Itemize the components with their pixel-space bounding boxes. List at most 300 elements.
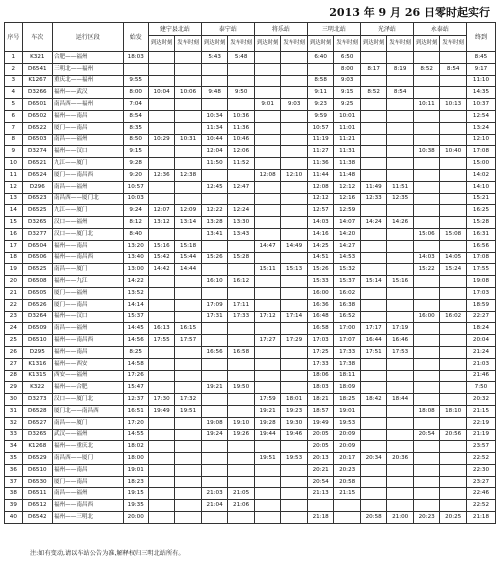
table-cell xyxy=(175,500,202,512)
table-cell: 25 xyxy=(5,335,23,347)
table-cell: 16:58 xyxy=(228,346,255,358)
header-terminal: 终到 xyxy=(466,23,495,52)
table-cell xyxy=(148,488,175,500)
table-cell: D6542 xyxy=(22,512,52,524)
table-cell: 21:06 xyxy=(228,500,255,512)
table-cell: 三明北——福州 xyxy=(52,63,123,75)
table-cell xyxy=(254,228,281,240)
table-cell xyxy=(281,441,308,453)
table-cell: 8:52 xyxy=(360,87,387,99)
table-cell xyxy=(413,299,440,311)
table-cell: 12:45 xyxy=(201,181,228,193)
table-cell xyxy=(387,169,414,181)
table-cell: 福州——九江 xyxy=(52,276,123,288)
table-cell: 16:00 xyxy=(307,287,334,299)
table-cell xyxy=(175,181,202,193)
table-cell: 12:47 xyxy=(228,181,255,193)
table-cell: 18:59 xyxy=(466,299,495,311)
table-cell: 7:04 xyxy=(123,99,148,111)
table-cell: 8:54 xyxy=(440,63,467,75)
table-cell: 20:00 xyxy=(123,512,148,524)
table-cell xyxy=(175,110,202,122)
table-cell: 14:58 xyxy=(123,358,148,370)
header-leave: 发车时刻 xyxy=(175,36,202,52)
table-cell xyxy=(360,429,387,441)
table-cell: 38 xyxy=(5,488,23,500)
table-cell xyxy=(254,193,281,205)
table-cell xyxy=(360,287,387,299)
table-cell: 福州——南昌西 xyxy=(52,335,123,347)
table-cell: 9:17 xyxy=(466,63,495,75)
table-cell xyxy=(228,193,255,205)
table-cell xyxy=(387,429,414,441)
table-cell: 16:58 xyxy=(307,323,334,335)
table-cell: 17:53 xyxy=(387,346,414,358)
table-cell: 汉口——厦门北 xyxy=(52,228,123,240)
table-cell: K322 xyxy=(22,382,52,394)
table-row xyxy=(5,110,496,122)
timetable-body xyxy=(5,52,496,524)
table-cell: 17:31 xyxy=(201,311,228,323)
table-cell xyxy=(413,134,440,146)
table-cell xyxy=(360,405,387,417)
table-cell xyxy=(413,488,440,500)
table-cell xyxy=(175,75,202,87)
table-cell: 14:05 xyxy=(440,252,467,264)
table-cell: 14:51 xyxy=(307,252,334,264)
table-cell: D6512 xyxy=(22,500,52,512)
table-cell: 15:11 xyxy=(254,264,281,276)
table-cell: 14:24 xyxy=(360,217,387,229)
table-cell: 17:59 xyxy=(254,394,281,406)
table-cell xyxy=(360,370,387,382)
table-cell: 11:31 xyxy=(334,146,361,158)
table-cell: 9:24 xyxy=(123,205,148,217)
table-cell: 10:37 xyxy=(466,99,495,111)
table-cell: 8:00 xyxy=(123,87,148,99)
table-cell xyxy=(175,146,202,158)
table-cell: 21:15 xyxy=(466,405,495,417)
table-cell: 12:24 xyxy=(228,205,255,217)
table-cell: 汉口——福州 xyxy=(52,217,123,229)
table-cell xyxy=(201,169,228,181)
table-cell: 8:35 xyxy=(123,122,148,134)
table-cell: 南昌——福州 xyxy=(52,181,123,193)
table-cell: 12:10 xyxy=(466,134,495,146)
table-cell xyxy=(440,453,467,465)
table-cell: 南昌——厦门 xyxy=(52,264,123,276)
table-cell xyxy=(175,346,202,358)
table-cell: 厦门——南昌 xyxy=(52,299,123,311)
table-cell xyxy=(175,441,202,453)
table-cell: 南昌西——福州 xyxy=(52,99,123,111)
table-cell xyxy=(175,63,202,75)
table-cell xyxy=(201,99,228,111)
table-cell xyxy=(281,75,308,87)
table-cell: 12:22 xyxy=(201,205,228,217)
table-cell xyxy=(175,52,202,64)
table-cell xyxy=(413,181,440,193)
table-cell: 13:52 xyxy=(123,287,148,299)
table-cell: 21:15 xyxy=(334,488,361,500)
table-cell: 18:01 xyxy=(281,394,308,406)
table-cell: 15:37 xyxy=(334,276,361,288)
header-arrive: 到达时刻 xyxy=(413,36,440,52)
table-cell: 7 xyxy=(5,122,23,134)
table-cell: 14:35 xyxy=(466,87,495,99)
table-cell xyxy=(281,358,308,370)
table-cell: D6523 xyxy=(22,193,52,205)
table-cell: 18:03 xyxy=(307,382,334,394)
table-row xyxy=(5,370,496,382)
table-cell: 16:02 xyxy=(334,287,361,299)
table-cell: 8:19 xyxy=(387,63,414,75)
table-cell xyxy=(440,169,467,181)
table-cell: 8:52 xyxy=(413,63,440,75)
table-cell xyxy=(413,500,440,512)
table-cell xyxy=(254,63,281,75)
table-cell: 10:01 xyxy=(334,110,361,122)
table-row xyxy=(5,464,496,476)
table-cell: 31 xyxy=(5,405,23,417)
table-cell: 8:45 xyxy=(466,52,495,64)
table-cell: 14:14 xyxy=(123,299,148,311)
table-cell: 21:13 xyxy=(307,488,334,500)
table-cell: 20:17 xyxy=(334,453,361,465)
table-cell xyxy=(440,134,467,146)
table-cell: 汉口——厦门北 xyxy=(52,394,123,406)
table-cell: 21:19 xyxy=(466,429,495,441)
table-cell xyxy=(360,464,387,476)
table-cell: 17:25 xyxy=(307,346,334,358)
table-cell xyxy=(148,110,175,122)
table-cell xyxy=(228,358,255,370)
table-cell: 17:29 xyxy=(281,335,308,347)
table-cell: 16:10 xyxy=(201,276,228,288)
table-row xyxy=(5,382,496,394)
table-cell xyxy=(148,63,175,75)
table-cell xyxy=(148,417,175,429)
table-cell: 南昌西——厦门 xyxy=(52,453,123,465)
table-cell xyxy=(440,394,467,406)
table-cell xyxy=(254,512,281,524)
table-cell: 8:17 xyxy=(360,63,387,75)
table-cell xyxy=(254,382,281,394)
table-cell: 10:11 xyxy=(413,99,440,111)
table-cell xyxy=(254,110,281,122)
table-cell: 9:20 xyxy=(123,169,148,181)
table-cell xyxy=(281,346,308,358)
table-cell: 南昌——厦门 xyxy=(52,417,123,429)
table-cell xyxy=(413,287,440,299)
table-cell: 15:28 xyxy=(228,252,255,264)
table-cell: D6524 xyxy=(22,169,52,181)
table-cell xyxy=(228,99,255,111)
table-row xyxy=(5,500,496,512)
table-cell: 19:49 xyxy=(307,417,334,429)
table-cell xyxy=(413,240,440,252)
table-cell xyxy=(413,464,440,476)
table-cell xyxy=(413,75,440,87)
table-cell xyxy=(148,75,175,87)
table-cell: 12:37 xyxy=(123,394,148,406)
table-row xyxy=(5,346,496,358)
table-cell xyxy=(254,476,281,488)
table-cell xyxy=(360,158,387,170)
table-cell: 19:08 xyxy=(466,276,495,288)
table-cell xyxy=(175,417,202,429)
table-cell xyxy=(228,335,255,347)
table-cell: 福州——重庆北 xyxy=(52,441,123,453)
table-cell xyxy=(387,75,414,87)
table-cell: 9:25 xyxy=(334,99,361,111)
table-cell xyxy=(307,63,334,75)
table-cell: 14:44 xyxy=(175,264,202,276)
table-cell xyxy=(175,228,202,240)
table-cell: 20:58 xyxy=(334,476,361,488)
table-cell: D3265 xyxy=(22,217,52,229)
table-cell xyxy=(201,476,228,488)
table-cell xyxy=(334,500,361,512)
table-row xyxy=(5,193,496,205)
header-station: 将乐站 xyxy=(254,23,307,36)
table-cell xyxy=(201,335,228,347)
table-cell: 南昌——福州 xyxy=(52,134,123,146)
table-cell: 15:21 xyxy=(466,193,495,205)
table-cell: 12:08 xyxy=(307,181,334,193)
table-cell xyxy=(254,488,281,500)
table-cell xyxy=(413,276,440,288)
table-cell: 9 xyxy=(5,146,23,158)
table-cell: 18:00 xyxy=(123,453,148,465)
table-cell: D6528 xyxy=(22,405,52,417)
table-cell: 16:36 xyxy=(307,299,334,311)
table-cell xyxy=(360,75,387,87)
table-cell: 29 xyxy=(5,382,23,394)
table-cell: 19:24 xyxy=(201,429,228,441)
table-cell xyxy=(281,276,308,288)
table-cell xyxy=(413,453,440,465)
table-cell xyxy=(387,52,414,64)
table-cell: D6525 xyxy=(22,264,52,276)
table-cell xyxy=(254,441,281,453)
table-cell xyxy=(281,63,308,75)
table-cell: 39 xyxy=(5,500,23,512)
table-cell: 19:53 xyxy=(334,417,361,429)
table-row xyxy=(5,169,496,181)
table-cell: 20:36 xyxy=(387,453,414,465)
table-cell: K1268 xyxy=(22,441,52,453)
table-cell xyxy=(148,441,175,453)
table-cell: 8:50 xyxy=(123,134,148,146)
table-cell: 11:34 xyxy=(201,122,228,134)
table-cell xyxy=(360,441,387,453)
header-station: 泰宁站 xyxy=(201,23,254,36)
table-row xyxy=(5,264,496,276)
table-cell xyxy=(413,217,440,229)
table-cell xyxy=(148,464,175,476)
table-cell: 10:57 xyxy=(123,181,148,193)
table-cell: 19:35 xyxy=(123,500,148,512)
table-cell xyxy=(281,287,308,299)
table-cell: 福州——西安 xyxy=(52,358,123,370)
table-cell: 21:05 xyxy=(228,488,255,500)
table-cell: 16 xyxy=(5,228,23,240)
table-cell: 19:28 xyxy=(254,417,281,429)
table-cell xyxy=(228,323,255,335)
table-cell: 12:38 xyxy=(175,169,202,181)
table-row xyxy=(5,335,496,347)
table-cell: 4 xyxy=(5,87,23,99)
table-cell xyxy=(360,488,387,500)
table-cell: 14:03 xyxy=(413,252,440,264)
table-cell: 14:45 xyxy=(123,323,148,335)
table-cell: 13:28 xyxy=(201,217,228,229)
table-cell: D3273 xyxy=(22,394,52,406)
table-cell xyxy=(440,358,467,370)
table-cell: 22:27 xyxy=(466,311,495,323)
table-cell: 22:52 xyxy=(466,453,495,465)
table-cell xyxy=(440,205,467,217)
table-cell: 19:51 xyxy=(254,453,281,465)
table-cell: D6504 xyxy=(22,240,52,252)
table-cell: D6510 xyxy=(22,335,52,347)
table-cell xyxy=(175,311,202,323)
header-arrive: 到达时刻 xyxy=(360,36,387,52)
table-cell xyxy=(175,370,202,382)
table-cell: 12:10 xyxy=(281,169,308,181)
table-cell xyxy=(360,134,387,146)
table-cell: 18:23 xyxy=(123,476,148,488)
table-cell: 17:17 xyxy=(360,323,387,335)
table-cell: 16:15 xyxy=(175,323,202,335)
table-cell: D6511 xyxy=(22,488,52,500)
table-cell xyxy=(228,169,255,181)
table-cell: 20:13 xyxy=(307,453,334,465)
table-cell: 5 xyxy=(5,99,23,111)
table-cell: 23:57 xyxy=(466,441,495,453)
table-cell: 17:33 xyxy=(228,311,255,323)
table-cell xyxy=(201,512,228,524)
table-cell xyxy=(281,217,308,229)
header-leave: 发车时刻 xyxy=(228,36,255,52)
table-cell xyxy=(440,335,467,347)
table-cell: 17:55 xyxy=(466,264,495,276)
table-cell: 15:16 xyxy=(148,240,175,252)
table-row xyxy=(5,146,496,158)
table-cell xyxy=(228,453,255,465)
table-cell xyxy=(413,382,440,394)
table-cell: 8 xyxy=(5,134,23,146)
table-cell xyxy=(148,512,175,524)
table-cell: 9:01 xyxy=(254,99,281,111)
table-cell xyxy=(440,87,467,99)
table-cell: 12:12 xyxy=(307,193,334,205)
table-cell xyxy=(413,335,440,347)
table-cell xyxy=(360,311,387,323)
table-row xyxy=(5,417,496,429)
table-cell xyxy=(254,146,281,158)
table-cell xyxy=(440,217,467,229)
table-cell xyxy=(228,75,255,87)
table-cell xyxy=(175,158,202,170)
table-cell xyxy=(440,382,467,394)
table-cell: 8:58 xyxy=(307,75,334,87)
table-cell: 19:50 xyxy=(228,382,255,394)
table-cell: 福州——三明北 xyxy=(52,512,123,524)
table-cell: 南昌——福州 xyxy=(52,488,123,500)
table-cell: 19:15 xyxy=(123,488,148,500)
table-cell: 18:44 xyxy=(387,394,414,406)
table-cell: 16:52 xyxy=(334,311,361,323)
table-cell: 17:14 xyxy=(281,311,308,323)
table-cell xyxy=(440,75,467,87)
table-cell: 厦门——福州 xyxy=(52,287,123,299)
table-row xyxy=(5,75,496,87)
table-cell xyxy=(360,122,387,134)
table-cell xyxy=(148,122,175,134)
table-cell: 14:10 xyxy=(466,181,495,193)
table-cell: 36 xyxy=(5,464,23,476)
header-station: 永泰站 xyxy=(413,23,466,36)
table-cell: 17:51 xyxy=(360,346,387,358)
table-cell xyxy=(228,405,255,417)
table-cell: K1267 xyxy=(22,75,52,87)
table-cell xyxy=(413,122,440,134)
table-cell: 6 xyxy=(5,110,23,122)
table-cell: 14:25 xyxy=(307,240,334,252)
table-cell: 26 xyxy=(5,346,23,358)
table-cell xyxy=(387,358,414,370)
table-cell xyxy=(440,181,467,193)
table-cell: 9:59 xyxy=(307,110,334,122)
table-cell xyxy=(228,441,255,453)
table-cell: 合肥——福州 xyxy=(52,52,123,64)
table-cell: 福州——南昌 xyxy=(52,110,123,122)
table-cell: 15:42 xyxy=(148,252,175,264)
table-cell: K321 xyxy=(22,52,52,64)
header-route: 运行区段 xyxy=(52,23,123,52)
table-cell: 11:48 xyxy=(334,169,361,181)
table-cell: 21:46 xyxy=(466,370,495,382)
table-cell: 福州——南昌 xyxy=(52,240,123,252)
table-cell xyxy=(148,158,175,170)
table-cell: 20:56 xyxy=(440,429,467,441)
table-cell: 23:27 xyxy=(466,476,495,488)
table-cell xyxy=(254,134,281,146)
table-cell: 15 xyxy=(5,217,23,229)
table-cell xyxy=(148,99,175,111)
table-cell: 21:04 xyxy=(201,500,228,512)
table-cell: 10:34 xyxy=(201,110,228,122)
table-cell xyxy=(175,429,202,441)
table-cell: 6:50 xyxy=(334,52,361,64)
table-cell: D6525 xyxy=(22,205,52,217)
table-cell: 17:19 xyxy=(387,323,414,335)
table-cell: 14:56 xyxy=(123,335,148,347)
table-cell: D6530 xyxy=(22,476,52,488)
table-cell: 10:57 xyxy=(307,122,334,134)
table-cell xyxy=(360,228,387,240)
table-cell: 17 xyxy=(5,240,23,252)
table-cell xyxy=(413,169,440,181)
table-cell xyxy=(307,500,334,512)
table-cell xyxy=(440,370,467,382)
table-row xyxy=(5,181,496,193)
table-cell: 27 xyxy=(5,358,23,370)
table-row xyxy=(5,158,496,170)
table-row xyxy=(5,99,496,111)
